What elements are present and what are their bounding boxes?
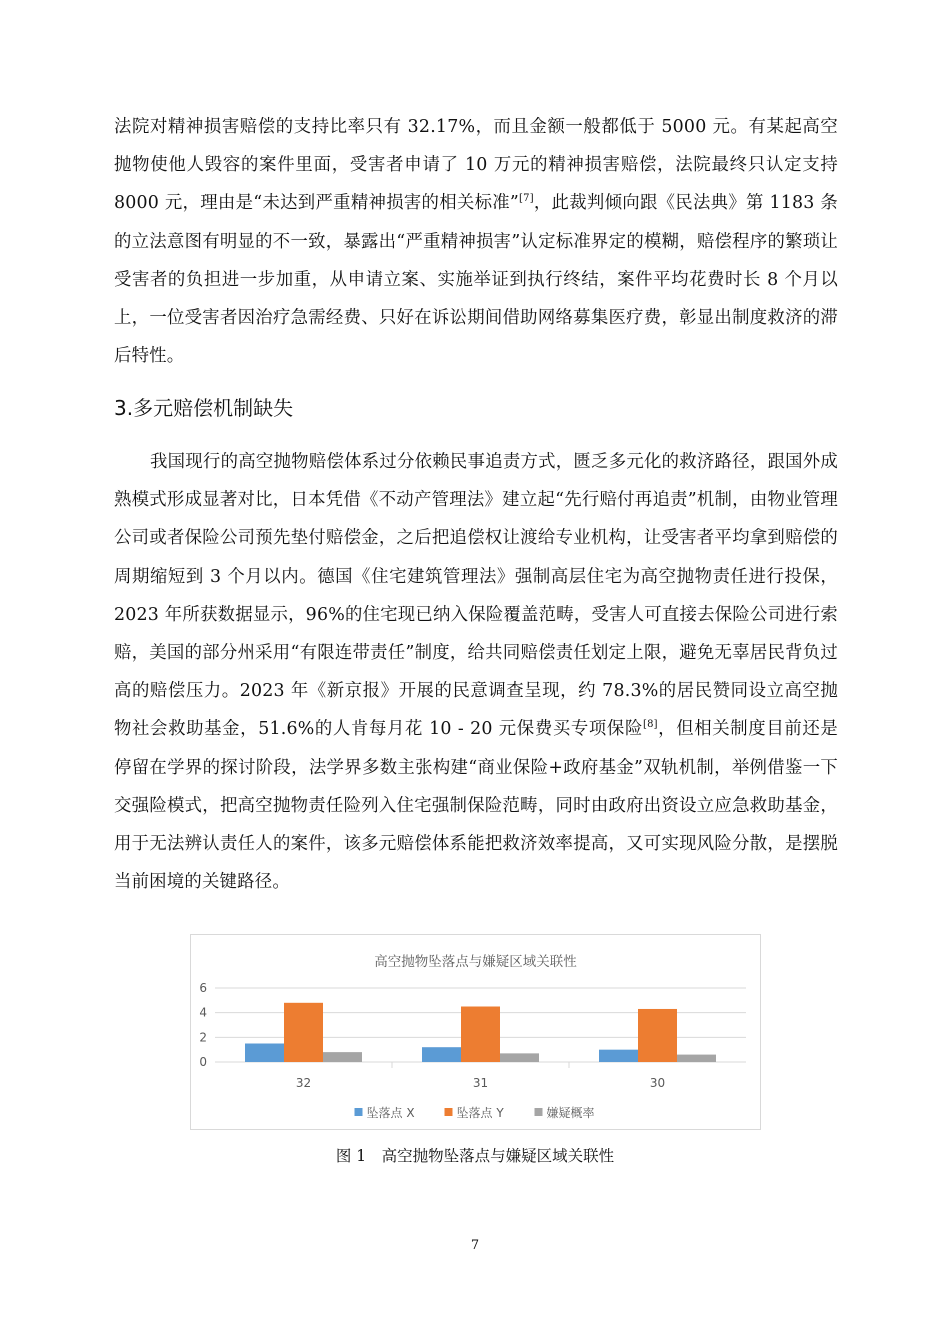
page-number: 7 [470,1238,480,1253]
paragraph-text: ，但相关制度目前还是停留在学界的探讨阶段，法学界多数主张构建“商业保险+政府基金”双轨机制，举例借鉴一下交强险模式，把高空抛物责任险列入住宅强制保险范畴，同时由政府出资设立应急救助基金，用于无法辨认责任人的案件，该多元赔偿体系能把救济效率提高，又可实现风险分散，是摆脱当前困境的关键路径。 [114,719,838,893]
bar[interactable] [500,1053,539,1062]
y-tick-label: 0 [199,1055,207,1069]
y-tick-label: 2 [199,1030,207,1045]
citation-ref[interactable]: [8] [642,719,658,731]
bar[interactable] [599,1050,638,1062]
chart-title: 高空抛物坠落点与嫌疑区域关联性 [374,954,577,970]
legend-label: 坠落点 Y [456,1106,504,1120]
legend-swatch [445,1108,453,1116]
legend-swatch [535,1108,543,1116]
bar-chart [191,935,760,1129]
chart-legend [355,1105,595,1120]
paragraph-text: 我国现行的高空抛物赔偿体系过分依赖民事追责方式，匮乏多元化的救济路径，跟国外成熟模式形成显著对比，日本凭借《不动产管理法》建立起“先行赔付再追责”机制，由物业管理公司或者保险公司预先垫付赔偿金，之后把追偿权让渡给专业机构，让受害者平均拿到赔偿的周期缩短到 3 个月以内。德国《住宅建筑管理法》强制高层住宅为高空抛物责任进行投保，2023 年所获数据显示，96%的住宅现已纳入保险覆盖范畴，受害人可直接去保险公司进行索赔，美国的部分州采用“有限连带责任”制度，给共同赔偿责任划定上限，避免无辜居民背负过高的赔偿压力。2023 年《新京报》开展的民意调查呈现，约 78.3%的居民赞同设立高空抛物社会救助基金，51.6%的人肯每月花 10 - 20 元保费买专项保险 [114,452,838,740]
bar[interactable] [638,1009,677,1062]
y-tick-label: 6 [199,981,207,995]
figure-caption: 图 1 高空抛物坠落点与嫌疑区域关联性 [335,1147,615,1165]
bar[interactable] [323,1052,362,1062]
paragraph-multi-compensation [114,443,838,901]
x-tick-label: 32 [295,1076,312,1090]
legend-swatch [355,1108,363,1116]
bar[interactable] [245,1044,284,1063]
bar[interactable] [422,1047,461,1062]
bar[interactable] [284,1003,323,1062]
bar[interactable] [461,1007,500,1063]
bar[interactable] [677,1055,716,1062]
x-tick-label: 30 [649,1076,666,1090]
axis-labels [199,981,665,1090]
y-tick-label: 4 [199,1005,207,1020]
paragraph-text: ，此裁判倾向跟《民法典》第 1183 条的立法意图有明显的不一致，暴露出“严重精神损害”认定标准界定的模糊，赔偿程序的繁琐让受害者的负担进一步加重，从申请立案、实施举证到执行终结，案件平均花费时长 8 个月以上，一位受害者因治疗急需经费、只好在诉讼期间借助网络募集医疗费，彰显出制度救济的滞后特性。 [114,193,838,367]
paragraph-compensation-support [114,108,838,375]
citation-ref[interactable]: [7] [519,193,534,205]
bars [245,1003,716,1062]
legend-label: 嫌疑概率 [546,1106,595,1120]
x-tick-label: 31 [472,1076,489,1090]
bar-chart-container [190,934,761,1130]
paragraph-text: 法院对精神损害赔偿的支持比率只有 32.17%，而且金额一般都低于 5000 元。有某起高空抛物使他人毁容的案件里面，受害者申请了 10 万元的精神损害赔偿，法院最终只认定支持 8000 元，理由是“未达到严重精神损害的相关标准” [114,117,838,214]
section-heading: 3.多元赔偿机制缺失 [114,396,294,420]
legend-label: 坠落点 X [366,1106,415,1120]
